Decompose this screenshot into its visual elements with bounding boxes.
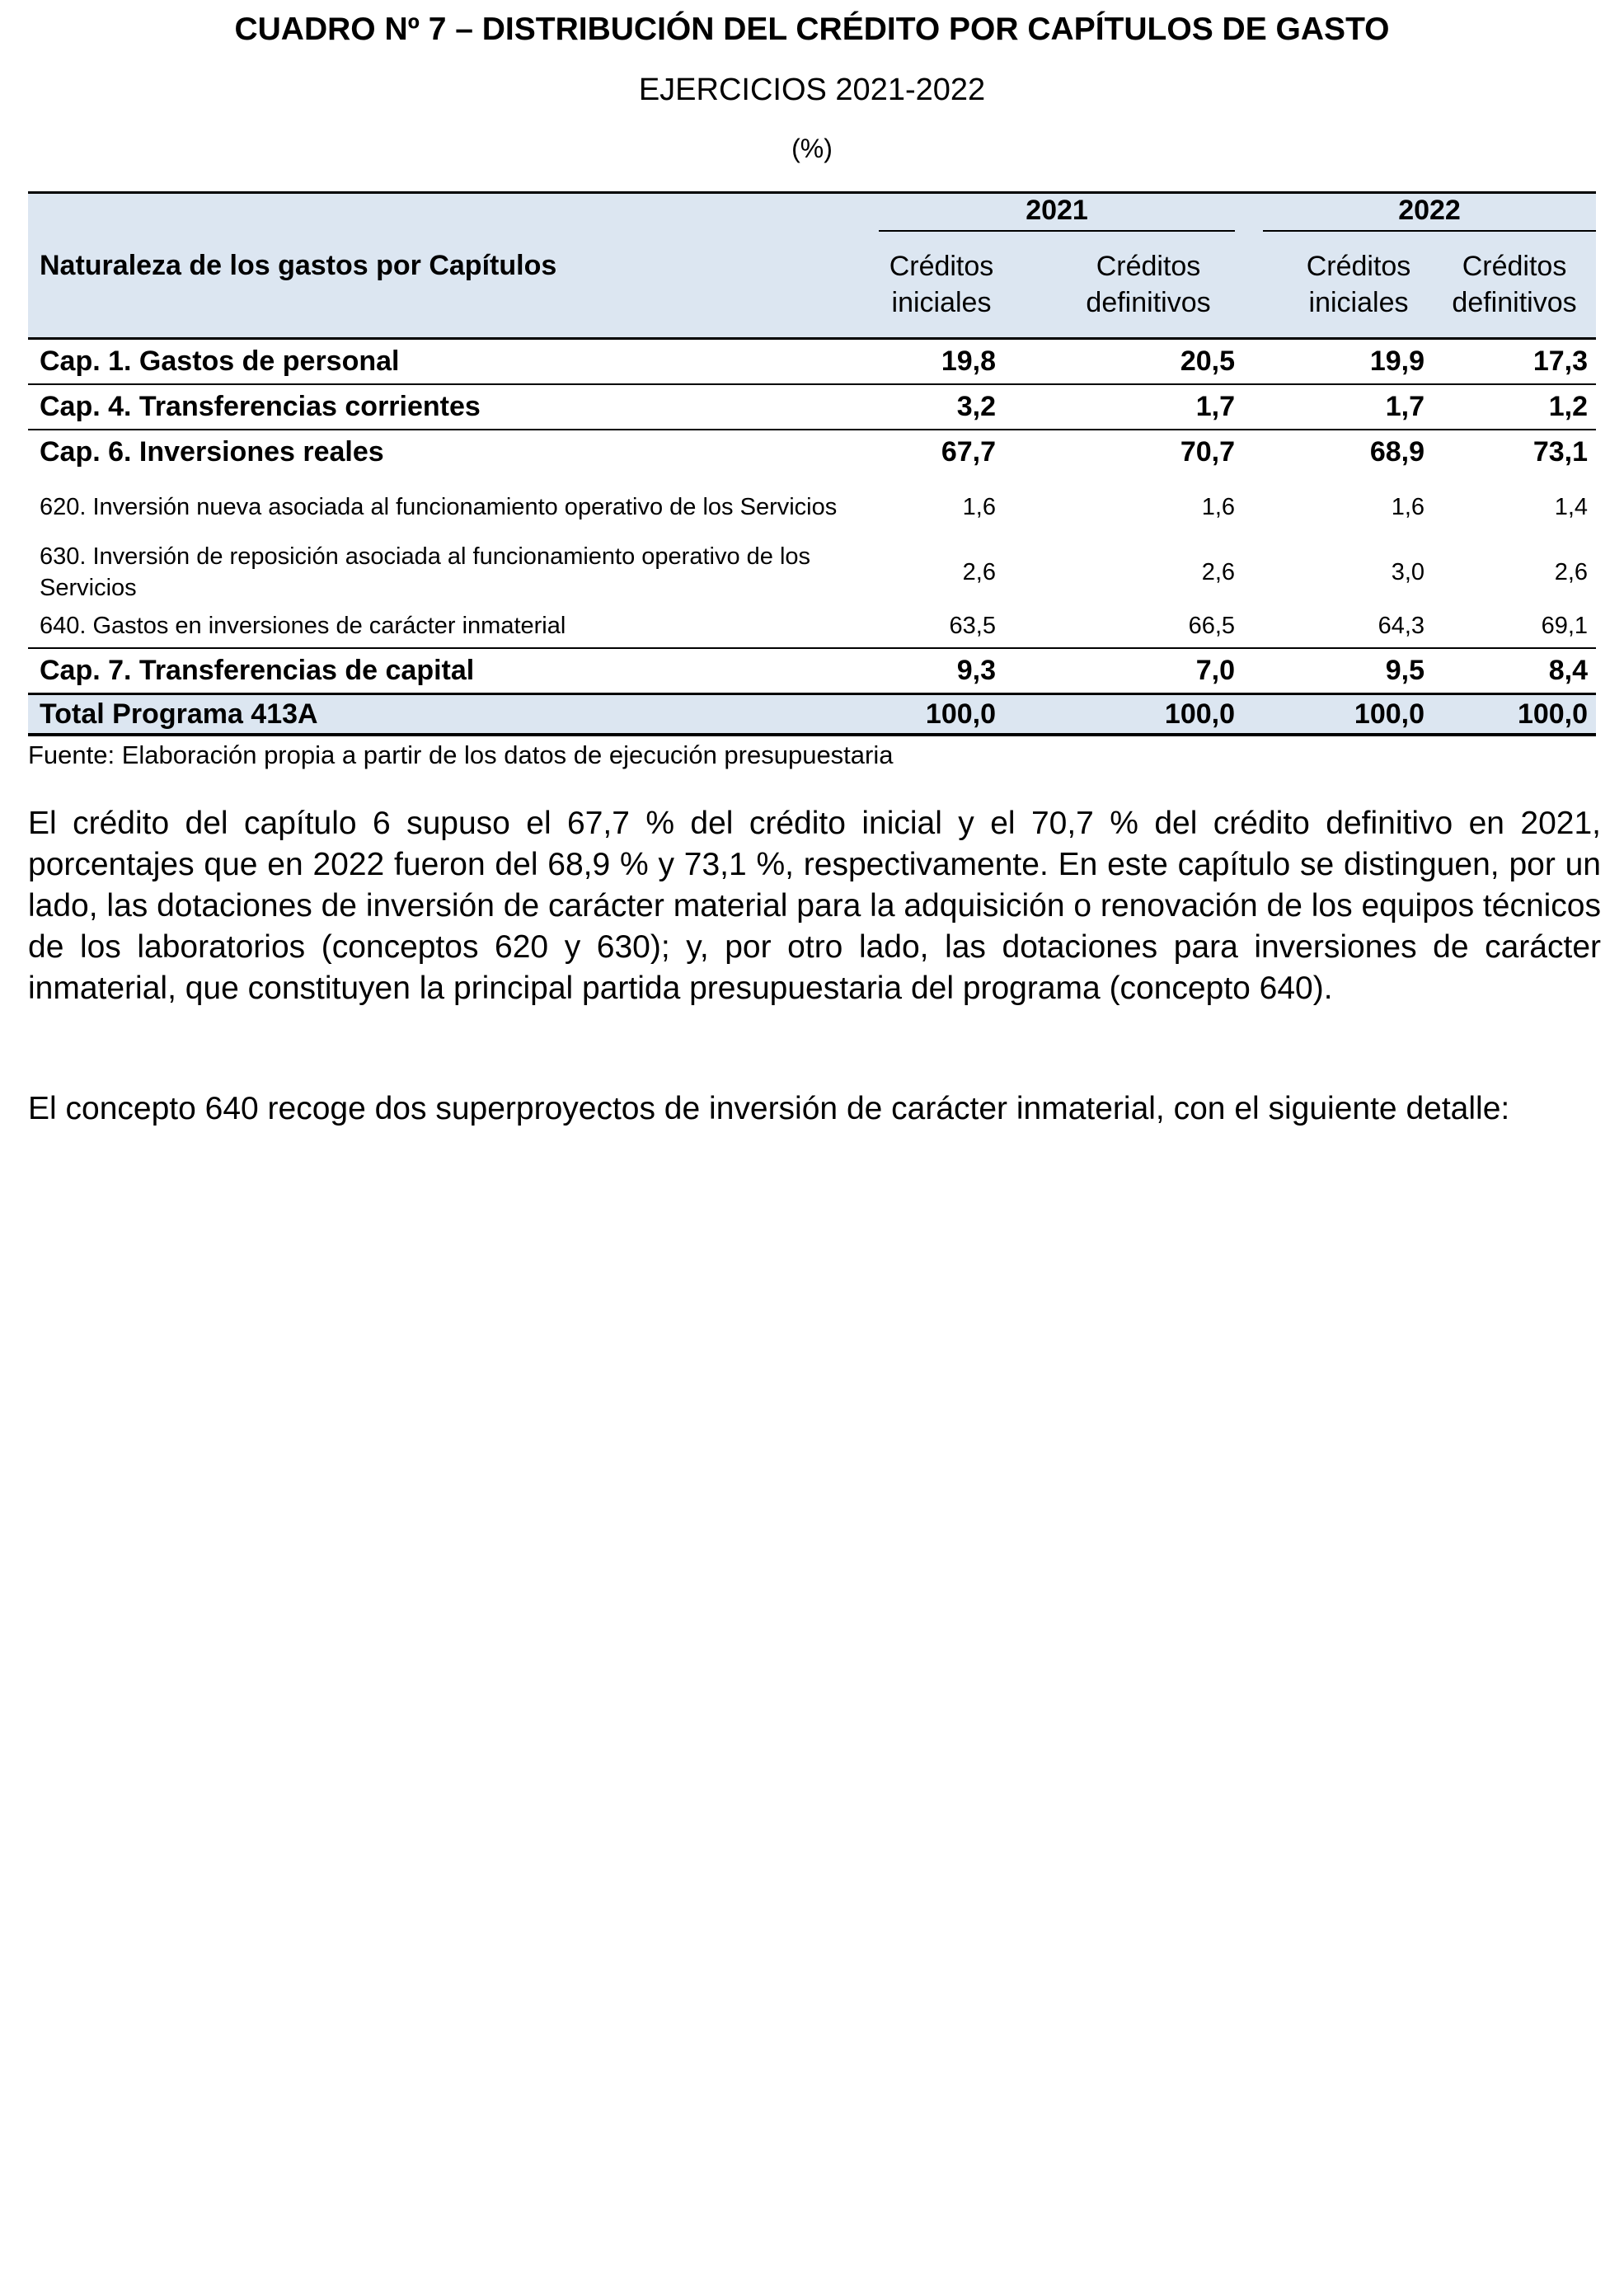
cell: 2,6 [1201, 559, 1236, 585]
cell: 100,0 [1004, 694, 1243, 736]
row-label: Cap. 4. Transferencias corrientes [28, 384, 879, 430]
cell: 9,3 [956, 655, 996, 686]
table-unit: (%) [791, 134, 833, 163]
cell: 73,1 [1532, 436, 1589, 468]
cell: 1,7 [1004, 384, 1243, 430]
cell: 3,0 [1391, 559, 1425, 585]
credit-distribution-table [28, 191, 1596, 736]
cell: 1,7 [1243, 384, 1433, 430]
year-header-2021: 2021 [879, 193, 1243, 233]
cell: 100,0 [1433, 694, 1596, 736]
col-header: Créditos iniciales [1306, 251, 1411, 318]
cell: 9,5 [1385, 655, 1425, 686]
row-label: Cap. 6. Inversiones reales [40, 436, 384, 468]
cell: 70,7 [1180, 436, 1236, 468]
cell: 66,5 [1004, 604, 1243, 648]
table-row [28, 384, 1596, 430]
row-label: Cap. 7. Transferencias de capital [40, 655, 475, 686]
cell: 17,3 [1433, 339, 1596, 385]
cell: 63,5 [879, 604, 1004, 648]
cell: 19,9 [1243, 339, 1433, 385]
col-header: Créditos definitivos [1086, 251, 1211, 318]
table-row [28, 430, 1596, 474]
cell: 100,0 [879, 694, 1004, 736]
cell: 1,6 [1391, 494, 1425, 520]
cell: 1,6 [962, 494, 996, 520]
cell: 3,2 [879, 384, 1004, 430]
table-row [28, 474, 1596, 540]
cell: 8,4 [1548, 655, 1589, 686]
table-row [28, 540, 1596, 604]
cell: 67,7 [941, 436, 996, 468]
col-header: Créditos definitivos [1452, 251, 1577, 318]
table-source: Fuente: Elaboración propia a partir de los datos de ejecución presupuestaria [28, 740, 894, 769]
body-paragraph: El crédito del capítulo 6 supuso el 67,7 % del crédito inicial y el 70,7 % del crédito definitivo en 2021, porcentajes que en 2022 fueron del 68,9 % y 73,1 %, respectivamente. En este capítulo se distinguen, por un lado, las dotaciones de inversión de carácter material para la adquisición o renovación de los equipos técnicos de los laboratorios (conceptos 620 y 630); y, por otro lado, las dotaciones para inversiones de carácter inmaterial, que constituyen la principal partida presupuestaria del programa (concepto 640). [28, 806, 1601, 1006]
cell: 2,6 [962, 559, 996, 585]
row-label: 640. Gastos en inversiones de carácter inmaterial [28, 604, 879, 648]
table-row [28, 604, 1596, 648]
cell: 69,1 [1433, 604, 1596, 648]
row-label: 630. Inversión de reposición asociada al funcionamiento operativo de los Servicios [40, 543, 811, 601]
cell: 68,9 [1369, 436, 1425, 468]
table-subtitle: EJERCICIOS 2021-2022 [638, 73, 986, 107]
cell: 64,3 [1243, 604, 1433, 648]
year-header-2022: 2022 [1243, 193, 1596, 233]
row-label: Total Programa 413A [28, 694, 879, 736]
row-label: 620. Inversión nueva asociada al funcionamiento operativo de los Servicios [40, 494, 838, 520]
cell: 1,2 [1433, 384, 1596, 430]
cell: 1,4 [1554, 494, 1589, 520]
table-row [28, 339, 1596, 385]
total-row [28, 694, 1596, 736]
cell: 19,8 [879, 339, 1004, 385]
table-row [28, 648, 1596, 694]
cell: 1,6 [1201, 494, 1236, 520]
col-header: Créditos iniciales [889, 251, 994, 318]
table-title: CUADRO Nº 7 – DISTRIBUCIÓN DEL CRÉDITO POR CAPÍTULOS DE GASTO [234, 12, 1390, 47]
cell: 2,6 [1554, 559, 1589, 585]
row-label: Cap. 1. Gastos de personal [28, 339, 879, 385]
body-paragraph: El concepto 640 recoge dos superproyectos de inversión de carácter inmaterial, con el siguiente detalle: [28, 1091, 1510, 1126]
cell: 7,0 [1195, 655, 1236, 686]
cell: 100,0 [1243, 694, 1433, 736]
row-header: Naturaleza de los gastos por Capítulos [40, 249, 557, 281]
cell: 20,5 [1004, 339, 1243, 385]
